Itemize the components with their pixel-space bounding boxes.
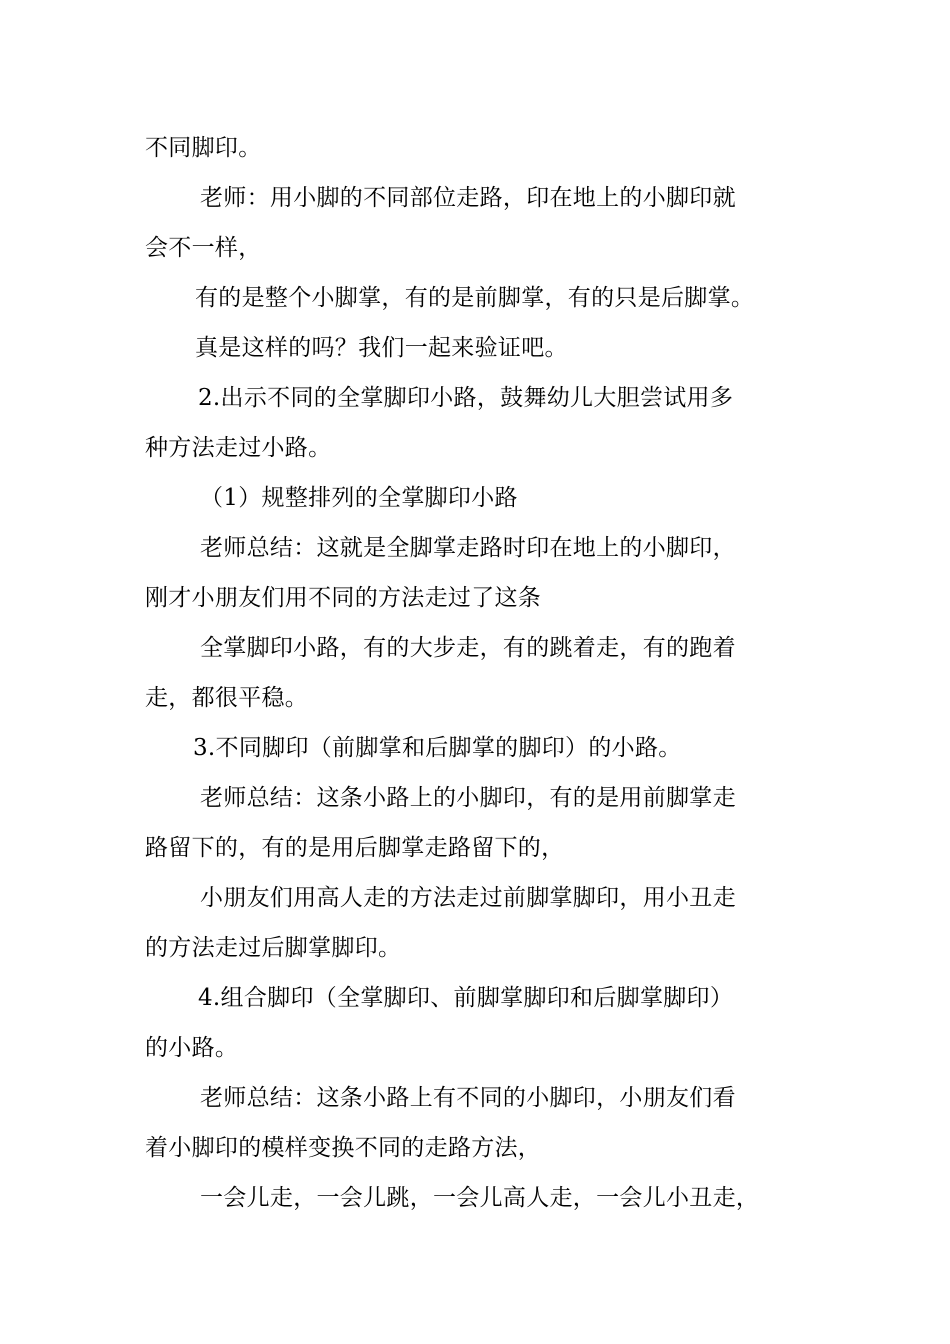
text-line: 全掌脚印小路，有的大步走，有的跳着走，有的跑着: [200, 635, 736, 661]
text-line: 的小路。: [145, 1035, 239, 1061]
text-line: 走，都很平稳。: [145, 685, 309, 711]
text-line: 一会儿走，一会儿跳，一会儿高人走，一会儿小丑走，: [200, 1185, 760, 1211]
text-line: 3.不同脚印（前脚掌和后脚掌的脚印）的小路。: [193, 735, 682, 761]
text-line: 的方法走过后脚掌脚印。: [145, 935, 402, 961]
text-line: 小朋友们用高人走的方法走过前脚掌脚印，用小丑走: [200, 885, 736, 911]
text-line: （1）规整排列的全掌脚印小路: [200, 485, 518, 511]
text-line: 老师总结：这就是全脚掌走路时印在地上的小脚印，: [200, 535, 736, 561]
text-line: 老师总结：这条小路上的小脚印，有的是用前脚掌走: [200, 785, 736, 811]
text-line: 不同脚印。: [145, 135, 262, 161]
text-line: 路留下的，有的是用后脚掌走路留下的，: [145, 835, 565, 861]
text-line: 2.出示不同的全掌脚印小路，鼓舞幼儿大胆尝试用多: [198, 385, 734, 411]
text-line: 老师总结：这条小路上有不同的小脚印，小朋友们看: [200, 1085, 736, 1111]
text-line: 有的是整个小脚掌，有的是前脚掌，有的只是后脚掌。: [195, 285, 755, 311]
text-line: 老师：用小脚的不同部位走路，印在地上的小脚印就: [200, 185, 736, 211]
text-line: 会不一样，: [145, 235, 262, 261]
text-line: 种方法走过小路。: [145, 435, 332, 461]
text-line: 真是这样的吗？我们一起来验证吧。: [195, 335, 568, 361]
text-line: 刚才小朋友们用不同的方法走过了这条: [145, 585, 542, 611]
text-line: 4.组合脚印（全掌脚印、前脚掌脚印和后脚掌脚印）: [198, 985, 734, 1011]
text-line: 着小脚印的模样变换不同的走路方法，: [145, 1135, 542, 1161]
